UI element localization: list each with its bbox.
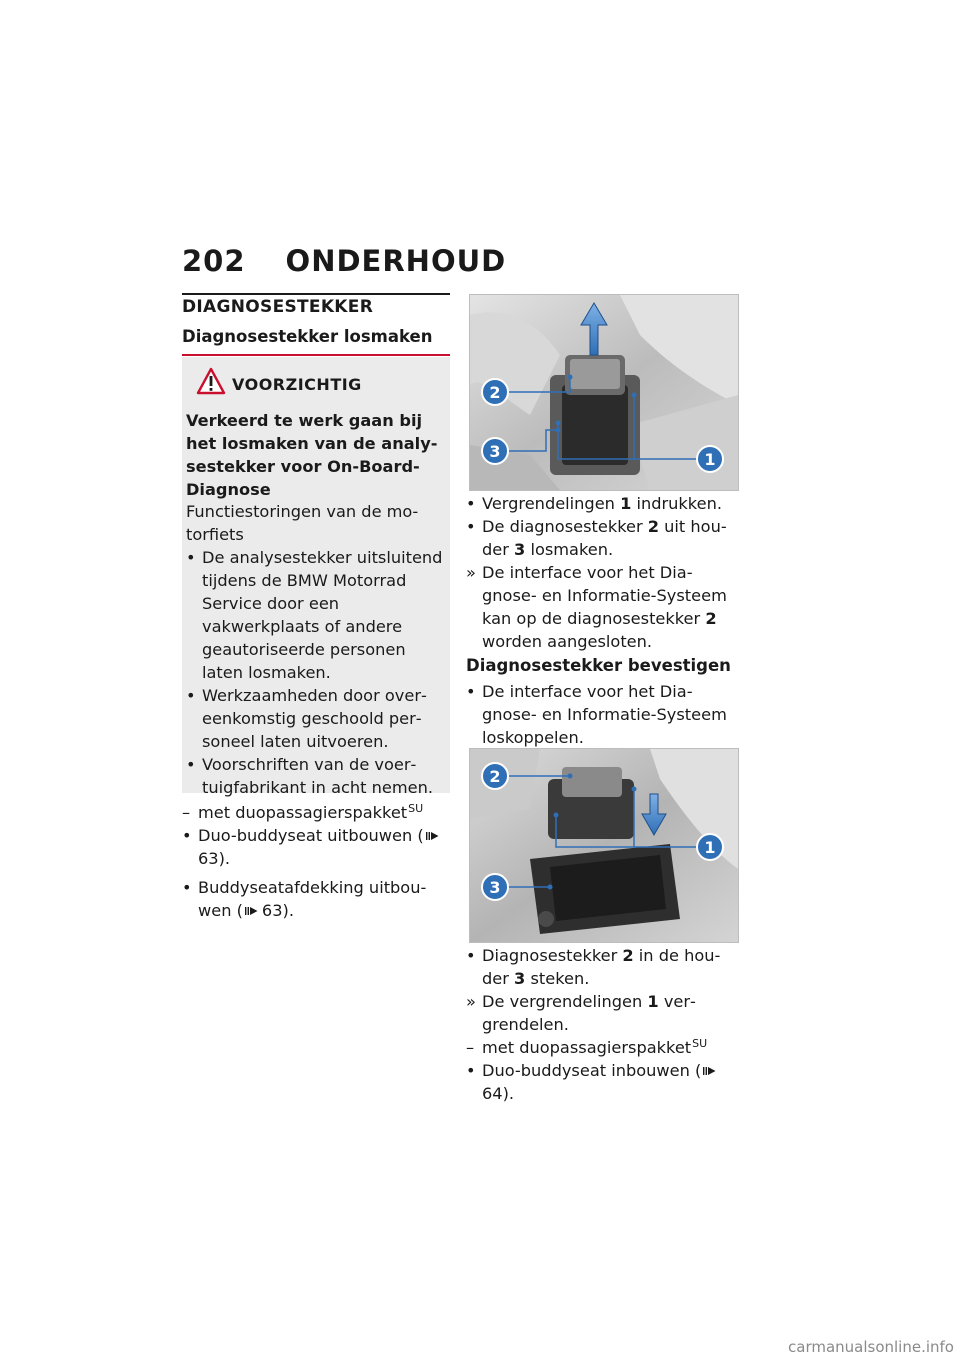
bullet-marker: • bbox=[186, 548, 196, 567]
page-reference-link[interactable]: 63 bbox=[261, 901, 283, 920]
warning-body bbox=[186, 500, 448, 799]
condition-text: met duopassagierspakket bbox=[482, 1038, 692, 1057]
callout-ref: 2 bbox=[705, 609, 717, 628]
condition-superscript: SU bbox=[408, 801, 424, 815]
step-text: indrukken. bbox=[631, 494, 722, 513]
step-text: De diagnosestekker bbox=[482, 517, 648, 536]
page-reference-arrow-icon bbox=[703, 1066, 716, 1076]
figure-connector-removal bbox=[469, 294, 739, 491]
callout-number: 2 bbox=[489, 767, 501, 786]
bullet-marker: • bbox=[186, 755, 196, 774]
step-text: Diagnosestekker bbox=[482, 946, 623, 965]
removal-step-list bbox=[466, 492, 738, 653]
step-marker: • bbox=[466, 1061, 476, 1080]
result-item bbox=[466, 990, 738, 1036]
step-item bbox=[466, 492, 738, 515]
step-marker: • bbox=[182, 878, 192, 897]
callout-badge bbox=[482, 763, 508, 789]
result-marker: » bbox=[466, 992, 476, 1011]
step-marker: • bbox=[466, 517, 476, 536]
figure-connector-attach bbox=[469, 748, 739, 943]
warning-bullet-text: Werkzaamheden door overeenkomstig geschoold personeel laten uitvoeren. bbox=[202, 686, 427, 751]
step-text: losmaken. bbox=[525, 540, 614, 559]
step-text: De interface voor het Diagnose- en Informatie-Systeem loskoppelen. bbox=[482, 682, 727, 747]
attach-heading: Diagnosestekker bevestigen bbox=[466, 656, 731, 675]
callout-number: 2 bbox=[489, 383, 501, 402]
page-header bbox=[182, 244, 506, 278]
attach-step-list bbox=[466, 944, 738, 1105]
condition-text: met duopassagierspakket bbox=[198, 803, 408, 822]
callout-number: 3 bbox=[489, 878, 501, 897]
result-text: worden aangesloten. bbox=[482, 632, 653, 651]
step-text: in de houder bbox=[482, 946, 721, 988]
step-item bbox=[182, 876, 450, 922]
callout-badge bbox=[697, 834, 723, 860]
warning-bullet-text: Voorschriften van de voertuigfabrikant in acht nemen. bbox=[202, 755, 434, 797]
sub-title: Diagnosestekker losmaken bbox=[182, 327, 433, 346]
bullet-marker: • bbox=[186, 686, 196, 705]
page-reference-link[interactable]: 63 bbox=[198, 849, 219, 868]
step-item bbox=[466, 515, 738, 561]
result-marker: » bbox=[466, 563, 476, 582]
result-text: De vergrendelingen bbox=[482, 992, 648, 1011]
page-reference-arrow-icon bbox=[245, 906, 258, 916]
callout-number: 1 bbox=[704, 450, 716, 469]
page-number: 202 bbox=[182, 244, 246, 278]
watermark: carmanualsonline.info bbox=[788, 1338, 954, 1356]
page-reference-arrow-icon bbox=[426, 831, 439, 841]
connector-attach-illustration bbox=[470, 749, 738, 942]
chapter-title: ONDERHOUD bbox=[285, 244, 507, 278]
callout-badge bbox=[482, 438, 508, 464]
step-marker: • bbox=[466, 494, 476, 513]
step-item bbox=[466, 1059, 738, 1105]
callout-ref: 3 bbox=[514, 969, 526, 988]
callout-ref: 2 bbox=[647, 517, 660, 536]
warning-label: VOORZICHTIG bbox=[232, 375, 362, 394]
result-text: De interface voor het Diagnose- en Informatie-Systeem kan op de diagnosestekker bbox=[482, 563, 727, 628]
step-text: Buddyseatafdekking uitbouwen ( bbox=[198, 878, 427, 920]
attach-intro-list bbox=[466, 680, 738, 749]
warning-bullet bbox=[186, 753, 448, 799]
step-text: steken. bbox=[525, 969, 590, 988]
page-reference-link[interactable]: 64 bbox=[482, 1084, 503, 1103]
connector-removal-illustration bbox=[470, 295, 738, 490]
callout-ref: 2 bbox=[622, 946, 634, 965]
step-text: Vergrendelingen bbox=[482, 494, 621, 513]
step-marker: • bbox=[182, 826, 192, 845]
step-text: uit houder bbox=[482, 517, 727, 559]
callout-ref: 3 bbox=[514, 540, 526, 559]
callout-ref: 1 bbox=[620, 494, 632, 513]
step-text: Duo-buddyseat inbouwen ( bbox=[482, 1061, 702, 1080]
step-item bbox=[182, 824, 450, 870]
condition-superscript: SU bbox=[692, 1036, 708, 1050]
result-text: vergrendelen. bbox=[482, 992, 696, 1034]
step-marker: • bbox=[466, 946, 476, 965]
step-item bbox=[466, 944, 738, 990]
warning-bullet-text: De analysestekker uitsluitend tijdens de BMW Motorrad Service door een vakwerkplaats of andere geautoriseerde personen laten losmaken. bbox=[202, 548, 443, 682]
section-title: DIAGNOSESTEKKER bbox=[182, 297, 374, 317]
callout-badge bbox=[697, 446, 723, 472]
section-rule bbox=[182, 293, 450, 295]
left-step-list bbox=[182, 801, 450, 922]
callout-badge bbox=[482, 379, 508, 405]
warning-bullet bbox=[186, 684, 448, 753]
dash-marker: – bbox=[182, 803, 191, 822]
step-text: Duo-buddyseat uitbouwen ( bbox=[198, 826, 424, 845]
warning-consequence: Functiestoringen van de motorfiets bbox=[186, 502, 419, 544]
dash-marker: – bbox=[466, 1038, 475, 1057]
callout-ref: 1 bbox=[647, 992, 659, 1011]
result-item bbox=[466, 561, 738, 653]
step-text-tail: ). bbox=[282, 901, 294, 920]
callout-badge bbox=[482, 874, 508, 900]
warning-triangle-icon bbox=[196, 367, 226, 395]
step-text-tail: ). bbox=[502, 1084, 515, 1103]
callout-number: 3 bbox=[489, 442, 501, 461]
callout-number: 1 bbox=[704, 838, 716, 857]
step-item bbox=[466, 680, 738, 749]
step-text-tail: ). bbox=[218, 849, 231, 868]
condition-line bbox=[182, 801, 450, 824]
condition-line bbox=[466, 1036, 738, 1059]
warning-bullet bbox=[186, 546, 448, 684]
step-marker: • bbox=[466, 682, 476, 701]
warning-title: Verkeerd te werk gaan bij het losmaken van de analysestekker voor On-Board-Diagnose bbox=[186, 411, 438, 499]
warning-red-rule bbox=[182, 354, 450, 356]
